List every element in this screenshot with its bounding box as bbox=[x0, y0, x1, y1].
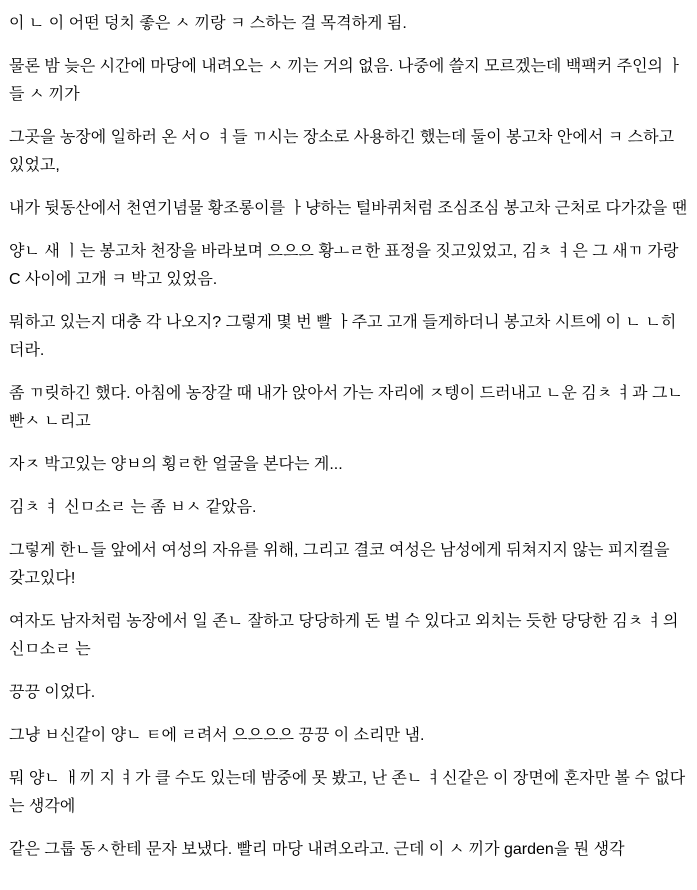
post-paragraph: 양ㄴ 새 ㅣ는 봉고차 천장을 바라보며 으으으 황ㅗㄹ한 표정을 짓고있었고, 김ㅊ ㅕ은 그 새ㄲ 가랑C 사이에 고개 ㅋ 박고 있었음. bbox=[9, 243, 679, 288]
post-paragraph: 물론 밤 늦은 시간에 마당에 내려오는 ㅅ 끼는 거의 없음. 나중에 쓸지 모르겠는데 백팩커 주인의 ㅏ들 ㅅ 끼가 bbox=[9, 58, 683, 103]
post-paragraph: 끙끙 이었다. bbox=[9, 684, 96, 701]
post-paragraph: 뭐하고 있는지 대충 각 나오지? 그렇게 몇 번 빨 ㅏ주고 고개 들게하더니 봉고차 시트에 이 ㄴ ㄴ히더라. bbox=[9, 314, 677, 359]
post-paragraph: 좀 ㄲ릿하긴 했다. 아침에 농장갈 때 내가 앉아서 가는 자리에 ㅈ텡이 드러내고 ㄴ운 김ㅊ ㅕ과 그ㄴ 빤ㅅ ㄴ리고 bbox=[9, 385, 683, 430]
post-paragraph: 같은 그룹 동ㅅ한테 문자 보냈다. 빨리 마당 내려오라고. 근데 이 ㅅ 끼가 garden을 뭔 생각 bbox=[9, 841, 625, 858]
post-paragraph: 그렇게 한ㄴ들 앞에서 여성의 자유를 위해, 그리고 결코 여성은 남성에게 뒤쳐지지 않는 피지컬을 갖고있다! bbox=[9, 542, 670, 587]
post-paragraph: 그냥 ㅂ신같이 양ㄴ ㅌ에 ㄹ려서 으으으으 끙끙 이 소리만 냄. bbox=[9, 727, 425, 744]
post-paragraph: 여자도 남자처럼 농장에서 일 존ㄴ 잘하고 당당하게 돈 벌 수 있다고 외치는 듯한 당당한 김ㅊ ㅕ의 신ㅁ소ㄹ 는 bbox=[9, 613, 679, 658]
post-paragraph: 내가 뒷동산에서 천연기념물 황조롱이를 ㅏ냥하는 털바퀴처럼 조심조심 봉고차 근처로 다가갔을 땐 bbox=[9, 200, 688, 217]
post-paragraph: 김ㅊ ㅕ 신ㅁ소ㄹ 는 좀 ㅂㅅ 같았음. bbox=[9, 499, 257, 516]
post-paragraph: 자ㅈ 박고있는 양ㅂ의 횡ㄹ한 얼굴을 본다는 게... bbox=[9, 456, 343, 473]
post-paragraph: 그곳을 농장에 일하러 온 서ㅇ ㅕ들 ㄲ시는 장소로 사용하긴 했는데 둘이 봉고차 안에서 ㅋ 스하고 있었고, bbox=[9, 129, 675, 174]
post-paragraph: 뭐 양ㄴ ㅐ끼 지 ㅕ가 클 수도 있는데 밤중에 못 봤고, 난 존ㄴ ㅕ신같은 이 장면에 혼자만 볼 수 없다는 생각에 bbox=[9, 770, 686, 815]
post-paragraph: 이 ㄴ 이 어떤 덩치 좋은 ㅅ 끼랑 ㅋ 스하는 걸 목격하게 됨. bbox=[9, 15, 407, 32]
